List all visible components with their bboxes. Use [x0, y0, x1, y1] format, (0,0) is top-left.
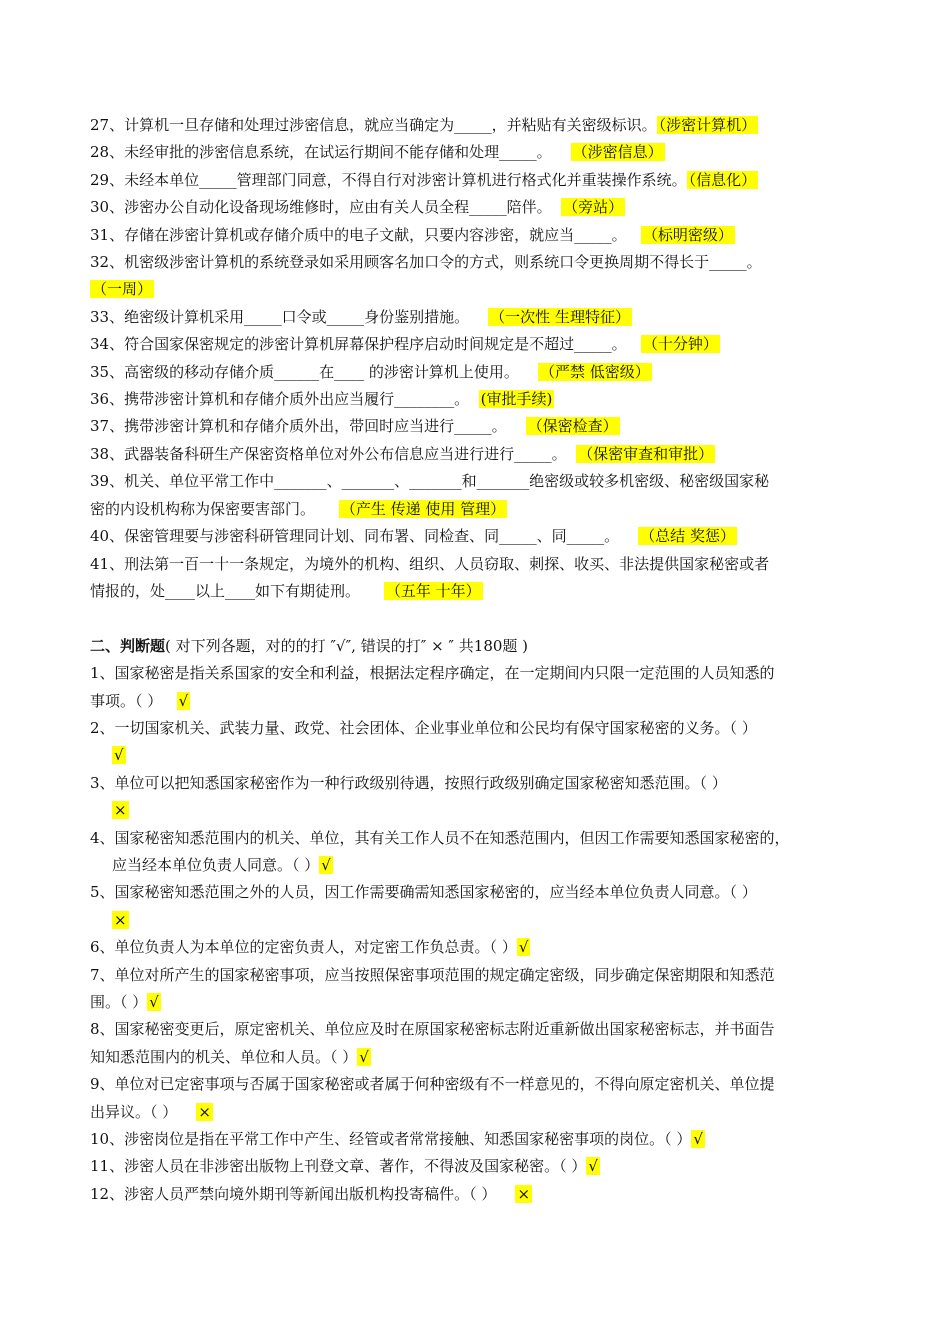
fill-question-32-answer [90, 276, 870, 303]
fill-question-36: 36、携带涉密计算机和存储介质外出应当履行________。 (审批手续) [90, 390, 553, 409]
answer-highlight: × [198, 1102, 211, 1121]
judge-question-9-cont: 出异议。（ ） × [90, 1102, 211, 1121]
section-note: ( 对下列各题，对的的打 ″√″, 错误的打″ × ″ 共180题 ) [165, 636, 529, 655]
answer-highlight: （信息化） [688, 170, 757, 189]
fill-question-35: 35、高密级的移动存储介质______在____ 的涉密计算机上使用。 （严禁 低密级） [90, 362, 650, 381]
judge-question-12: 12、涉密人员严禁向境外期刊等新闻出版机构投寄稿件。（ ） × [90, 1184, 531, 1203]
answer-highlight: × [114, 801, 127, 820]
fill-question-39: 39、机关、单位平常工作中_______、_______、_______和_______绝密级或较多机密级、秘密级国家秘 [90, 472, 770, 491]
answer-highlight: （总结 奖惩） [640, 527, 735, 546]
fill-question-38: 38、武器装备科研生产保密资格单位对外公布信息应当进行进行_____。 （保密审查和审批） [90, 444, 714, 463]
judge-question-11: 11、涉密人员在非涉密出版物上刊登文章、著作，不得波及国家秘密。（ ） √ [90, 1157, 598, 1176]
answer-highlight: （旁站） [563, 198, 624, 217]
judge-question-4-cont: 应当经本单位负责人同意。（ ） √ [112, 855, 331, 874]
judge-question-1-cont: 事项。（ ） √ [90, 691, 189, 710]
fill-question-31: 31、存储在涉密计算机或存储介质中的电子文献，只要内容涉密，就应当_____。 （标明密级） [90, 225, 733, 244]
answer-highlight: √ [178, 691, 189, 710]
answer-highlight: （涉密计算机） [658, 116, 757, 134]
answer-highlight: （十分钟） [642, 335, 718, 354]
section-title: 二、判断题 [90, 636, 166, 655]
document-page [90, 112, 870, 1208]
fill-question-39-cont: 密的内设机构称为保密要害部门。 （产生 传递 使用 管理） [90, 499, 506, 518]
judge-question-2: 2、一切国家机关、武装力量、政党、社会团体、企业事业单位和公民均有保守国家秘密的义务。（ ） [90, 718, 757, 737]
judge-question-10: 10、涉密岗位是指在平常工作中产生、经管或者常常接触、知悉国家秘密事项的岗位。（ ） √ [90, 1130, 703, 1149]
answer-highlight: √ [114, 746, 124, 765]
answer-highlight: （涉密信息） [572, 143, 663, 162]
answer-highlight: （保密检查） [527, 417, 618, 436]
judge-question-7: 7、单位对所产生的国家秘密事项，应当按照保密事项范围的规定确定密级，同步确定保密期限和知悉范 [90, 965, 775, 984]
answer-highlight: （标明密级） [642, 225, 733, 244]
judge-question-5-answer [90, 907, 870, 934]
answer-highlight: √ [321, 855, 331, 874]
judge-question-7-cont: 围。（ ） √ [90, 992, 159, 1011]
answer-highlight: × [517, 1184, 531, 1203]
answer-highlight: × [114, 910, 127, 929]
answer-highlight: （产生 传递 使用 管理） [340, 499, 506, 518]
answer-highlight: （严禁 低密级） [539, 362, 650, 381]
judge-question-8-cont: 知知悉范围内的机关、单位和人员。（ ） √ [90, 1047, 369, 1066]
fill-question-33: 33、绝密级计算机采用_____口令或_____身份鉴别措施。 （一次性 生理特征） [90, 307, 630, 326]
judge-question-9: 9、单位对已定密事项与否属于国家秘密或者属于何种密级有不一样意见的，不得向原定密机关、单位提 [90, 1075, 775, 1094]
judge-question-2-answer [90, 742, 870, 769]
section-heading [90, 633, 870, 660]
answer-highlight: √ [359, 1047, 369, 1066]
answer-highlight: （保密审查和审批） [578, 444, 714, 463]
fill-question-28: 28、未经审批的涉密信息系统，在试运行期间不能存储和处理_____。 （涉密信息） [90, 143, 663, 162]
fill-question-41-cont: 情报的，处____以上____如下有期徒刑。 （五年 十年） [90, 581, 481, 600]
judge-question-3-answer [90, 797, 870, 824]
fill-question-27: 27、计算机一旦存储和处理过涉密信息，就应当确定为_____，并粘贴有关密级标识。 （涉密计算机） [90, 116, 757, 134]
answer-highlight: √ [588, 1157, 598, 1176]
answer-highlight: （五年 十年） [385, 581, 481, 600]
answer-highlight: √ [149, 992, 159, 1011]
fill-question-32: 32、机密级涉密计算机的系统登录如采用顾客名加口令的方式，则系统口令更换周期不得长于_____。 [90, 253, 762, 272]
answer-highlight: （一周） [92, 280, 153, 299]
fill-question-29: 29、未经本单位_____管理部门同意，不得自行对涉密计算机进行格式化并重装操作系统。 （信息化） [90, 170, 757, 189]
judge-question-1: 1、国家秘密是指关系国家的安全和利益，根据法定程序确定，在一定期间内只限一定范围的人员知悉的 [90, 664, 775, 683]
fill-question-34: 34、符合国家保密规定的涉密计算机屏幕保护程序启动时间规定是不超过_____。 （十分钟） [90, 335, 718, 354]
judge-question-6: 6、单位负责人为本单位的定密负责人，对定密工作负总责。（ ） √ [90, 938, 529, 957]
judge-question-5: 5、国家秘密知悉范围之外的人员，因工作需要确需知悉国家秘密的，应当经本单位负责人同意。（ ） [90, 883, 757, 902]
judge-question-3: 3、单位可以把知悉国家秘密作为一种行政级别待遇，按照行政级别确定国家秘密知悉范围。（ ） [90, 773, 727, 792]
fill-question-40: 40、保密管理要与涉密科研管理同计划、同布署、同检查、同_____、同_____。 （总结 奖惩） [90, 527, 735, 546]
judge-question-8: 8、国家秘密变更后，原定密机关、单位应及时在原国家秘密标志附近重新做出国家秘密标志，并书面告 [90, 1020, 775, 1039]
fill-question-30: 30、涉密办公自动化设备现场维修时，应由有关人员全程_____陪伴。 （旁站） [90, 198, 624, 217]
answer-highlight: （一次性 生理特征） [490, 307, 630, 326]
answer-highlight: (审批手续) [480, 390, 553, 409]
fill-question-41: 41、刑法第一百一十一条规定，为境外的机构、组织、人员窃取、刺探、收买、非法提供国家秘密或者 [90, 554, 770, 573]
judge-question-4: 4、国家秘密知悉范围内的机关、单位，其有关工作人员不在知悉范围内，但因工作需要知悉国家秘密的， [90, 828, 790, 847]
answer-highlight: √ [693, 1130, 703, 1149]
fill-question-37: 37、携带涉密计算机和存储介质外出，带回时应当进行_____。 （保密检查） [90, 417, 618, 436]
answer-highlight: √ [518, 938, 529, 957]
spacer [90, 605, 870, 632]
